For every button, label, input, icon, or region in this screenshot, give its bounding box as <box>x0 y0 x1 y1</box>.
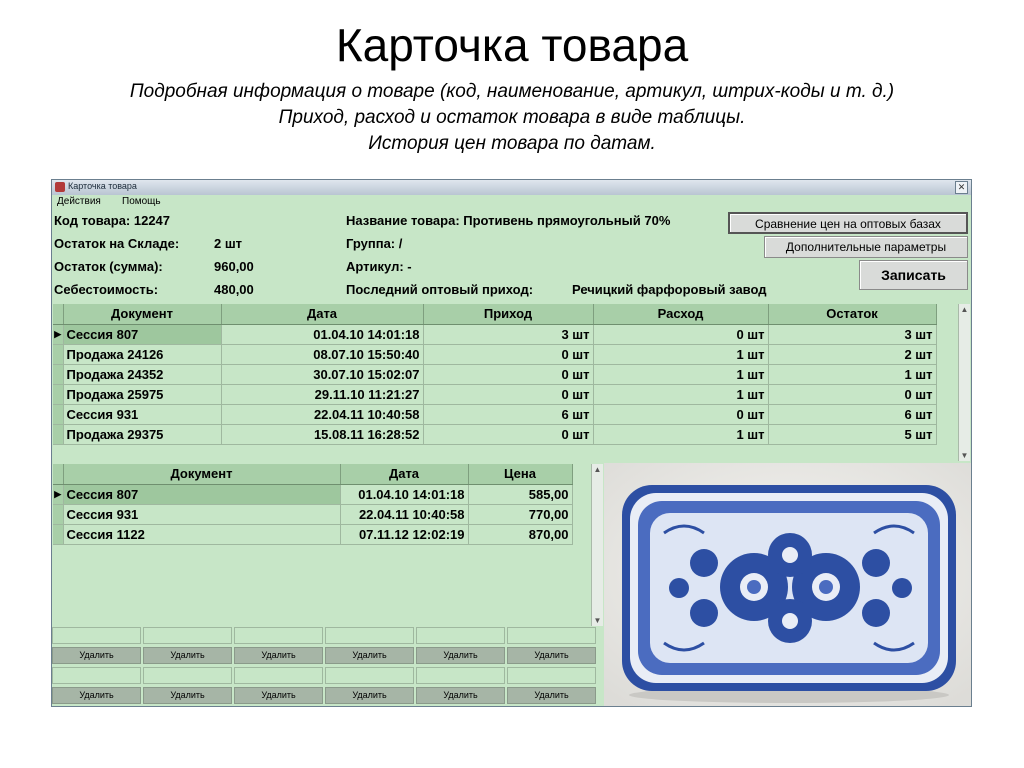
cell-document[interactable]: Продажа 25975 <box>63 384 221 404</box>
col-header[interactable]: Документ <box>63 464 340 484</box>
product-code: Код товара: 12247 <box>54 213 171 228</box>
cell-outgo[interactable]: 1 шт <box>593 384 768 404</box>
cell-balance[interactable]: 1 шт <box>768 364 936 384</box>
table-row[interactable] <box>53 524 572 544</box>
price-header-row <box>53 464 572 484</box>
cell-price[interactable]: 585,00 <box>468 484 572 504</box>
cell-balance[interactable]: 0 шт <box>768 384 936 404</box>
menu-actions[interactable]: Действия <box>57 196 101 207</box>
extra-params-button[interactable]: Дополнительные параметры <box>764 236 968 258</box>
delete-button[interactable]: Удалить <box>234 687 323 704</box>
col-header[interactable]: Остаток <box>768 304 936 324</box>
cell-balance[interactable]: 2 шт <box>768 344 936 364</box>
table-row[interactable] <box>53 344 936 364</box>
delete-button[interactable]: Удалить <box>507 647 596 664</box>
cell-date[interactable]: 29.11.10 11:21:27 <box>221 384 423 404</box>
image-slots-row-2 <box>52 667 603 685</box>
image-slot[interactable] <box>416 627 505 644</box>
image-slot[interactable] <box>507 627 596 644</box>
gzhel-tray-image <box>604 463 971 706</box>
cell-income[interactable]: 0 шт <box>423 344 593 364</box>
table-row[interactable] <box>53 404 936 424</box>
cell-balance[interactable]: 6 шт <box>768 404 936 424</box>
cell-date[interactable]: 22.04.11 10:40:58 <box>340 504 468 524</box>
row-indicator-header <box>53 304 63 324</box>
cell-document[interactable]: Сессия 931 <box>63 504 340 524</box>
cell-outgo[interactable]: 1 шт <box>593 344 768 364</box>
cell-date[interactable]: 08.07.10 15:50:40 <box>221 344 423 364</box>
image-slot[interactable] <box>52 627 141 644</box>
col-header[interactable]: Дата <box>340 464 468 484</box>
scroll-up-icon[interactable]: ▲ <box>593 465 602 474</box>
menu-bar <box>52 195 971 209</box>
slide-subtitle-line-3: История цен товара по датам. <box>368 133 656 154</box>
cell-date[interactable]: 15.08.11 16:28:52 <box>221 424 423 444</box>
delete-button[interactable]: Удалить <box>52 687 141 704</box>
cell-income[interactable]: 6 шт <box>423 404 593 424</box>
save-button[interactable]: Записать <box>859 260 968 290</box>
row-indicator <box>53 424 63 444</box>
image-slot[interactable] <box>52 667 141 684</box>
delete-button[interactable]: Удалить <box>416 647 505 664</box>
cell-balance[interactable]: 3 шт <box>768 324 936 344</box>
row-indicator <box>53 364 63 384</box>
slide-subtitle-line-2: Приход, расход и остаток товара в виде таблицы. <box>278 107 746 128</box>
cell-document[interactable]: Сессия 1122 <box>63 524 340 544</box>
cell-document[interactable]: Продажа 29375 <box>63 424 221 444</box>
scroll-up-icon[interactable]: ▲ <box>960 305 969 314</box>
cell-outgo[interactable]: 1 шт <box>593 364 768 384</box>
product-name: Название товара: Противень прямоугольный 70% <box>346 213 671 228</box>
image-slot[interactable] <box>143 667 232 684</box>
image-slots-row-1 <box>52 627 603 645</box>
delete-button[interactable]: Удалить <box>234 647 323 664</box>
scroll-down-icon[interactable]: ▼ <box>593 616 602 625</box>
cell-document[interactable]: Сессия 931 <box>63 404 221 424</box>
image-slot[interactable] <box>325 667 414 684</box>
table-row[interactable] <box>53 484 572 504</box>
slide-title: Карточка товара <box>335 19 689 71</box>
delete-buttons-row-1 <box>52 647 603 665</box>
row-indicator <box>53 524 63 544</box>
cell-price[interactable]: 870,00 <box>468 524 572 544</box>
delete-button[interactable]: Удалить <box>143 687 232 704</box>
cost-label: Себестоимость: <box>54 282 159 297</box>
cell-document[interactable]: Продажа 24352 <box>63 364 221 384</box>
cell-document[interactable]: Продажа 24126 <box>63 344 221 364</box>
table-row[interactable] <box>53 384 936 404</box>
cell-date[interactable]: 01.04.10 14:01:18 <box>340 484 468 504</box>
row-indicator <box>53 504 63 524</box>
delete-button[interactable]: Удалить <box>52 647 141 664</box>
image-slot[interactable] <box>143 627 232 644</box>
cost-value: 480,00 <box>214 282 254 297</box>
col-header[interactable]: Расход <box>593 304 768 324</box>
table-row[interactable] <box>53 424 936 444</box>
product-photo <box>604 463 971 706</box>
cell-document[interactable]: Сессия 807 <box>63 324 221 344</box>
cell-date[interactable]: 22.04.11 10:40:58 <box>221 404 423 424</box>
delete-button[interactable]: Удалить <box>143 647 232 664</box>
table-row[interactable] <box>53 504 572 524</box>
col-header[interactable]: Цена <box>468 464 572 484</box>
cell-balance[interactable]: 5 шт <box>768 424 936 444</box>
slide-subtitle-line-1: Подробная информация о товаре (код, наименование, артикул, штрих-коды и т. д.) <box>129 81 895 102</box>
table-row[interactable] <box>53 324 936 344</box>
last-supply-label: Последний оптовый приход: <box>346 282 534 297</box>
movement-table <box>53 304 959 461</box>
cell-date[interactable]: 30.07.10 15:02:07 <box>221 364 423 384</box>
product-article: Артикул: - <box>346 259 412 274</box>
image-slot[interactable] <box>507 667 596 684</box>
cell-income[interactable]: 3 шт <box>423 324 593 344</box>
menu-help[interactable]: Помощь <box>122 196 161 207</box>
row-indicator <box>53 404 63 424</box>
last-supply-value: Речицкий фарфоровый завод <box>572 282 767 297</box>
delete-button[interactable]: Удалить <box>325 647 414 664</box>
window-titlebar[interactable] <box>52 180 971 196</box>
cell-date[interactable]: 07.11.12 12:02:19 <box>340 524 468 544</box>
window-title: Карточка товара <box>68 181 137 191</box>
cell-income[interactable]: 0 шт <box>423 424 593 444</box>
close-icon[interactable]: ✕ <box>955 181 968 194</box>
stock-value: 2 шт <box>214 236 243 251</box>
cell-price[interactable]: 770,00 <box>468 504 572 524</box>
stock-sum-label: Остаток (сумма): <box>54 259 163 274</box>
compare-prices-button[interactable]: Сравнение цен на оптовых базах <box>728 212 968 234</box>
stock-label: Остаток на Складе: <box>54 236 180 251</box>
image-slot[interactable] <box>325 627 414 644</box>
stock-sum-value: 960,00 <box>214 259 254 274</box>
col-header[interactable]: Дата <box>221 304 423 324</box>
image-slot[interactable] <box>234 667 323 684</box>
row-indicator <box>53 384 63 404</box>
scroll-down-icon[interactable]: ▼ <box>960 451 969 460</box>
row-indicator <box>53 344 63 364</box>
cell-document[interactable]: Сессия 807 <box>63 484 340 504</box>
delete-button[interactable]: Удалить <box>416 687 505 704</box>
movement-scrollbar[interactable] <box>958 304 970 461</box>
col-header[interactable]: Приход <box>423 304 593 324</box>
app-icon <box>55 182 65 192</box>
movement-header-row <box>53 304 936 324</box>
price-scrollbar[interactable] <box>591 464 603 626</box>
row-indicator-icon: ▶ <box>53 324 63 344</box>
cell-date[interactable]: 01.04.10 14:01:18 <box>221 324 423 344</box>
delete-button[interactable]: Удалить <box>507 687 596 704</box>
cell-outgo[interactable]: 0 шт <box>593 324 768 344</box>
cell-income[interactable]: 0 шт <box>423 384 593 404</box>
image-slot[interactable] <box>234 627 323 644</box>
cell-outgo[interactable]: 1 шт <box>593 424 768 444</box>
col-header[interactable]: Документ <box>63 304 221 324</box>
row-indicator-icon: ▶ <box>53 484 63 504</box>
delete-button[interactable]: Удалить <box>325 687 414 704</box>
product-group: Группа: / <box>346 236 403 251</box>
product-card-window <box>51 179 972 707</box>
cell-outgo[interactable]: 0 шт <box>593 404 768 424</box>
price-history-table <box>53 464 591 626</box>
table-row[interactable] <box>53 364 936 384</box>
row-indicator-header <box>53 464 63 484</box>
image-slot[interactable] <box>416 667 505 684</box>
delete-buttons-row-2 <box>52 687 603 705</box>
cell-income[interactable]: 0 шт <box>423 364 593 384</box>
